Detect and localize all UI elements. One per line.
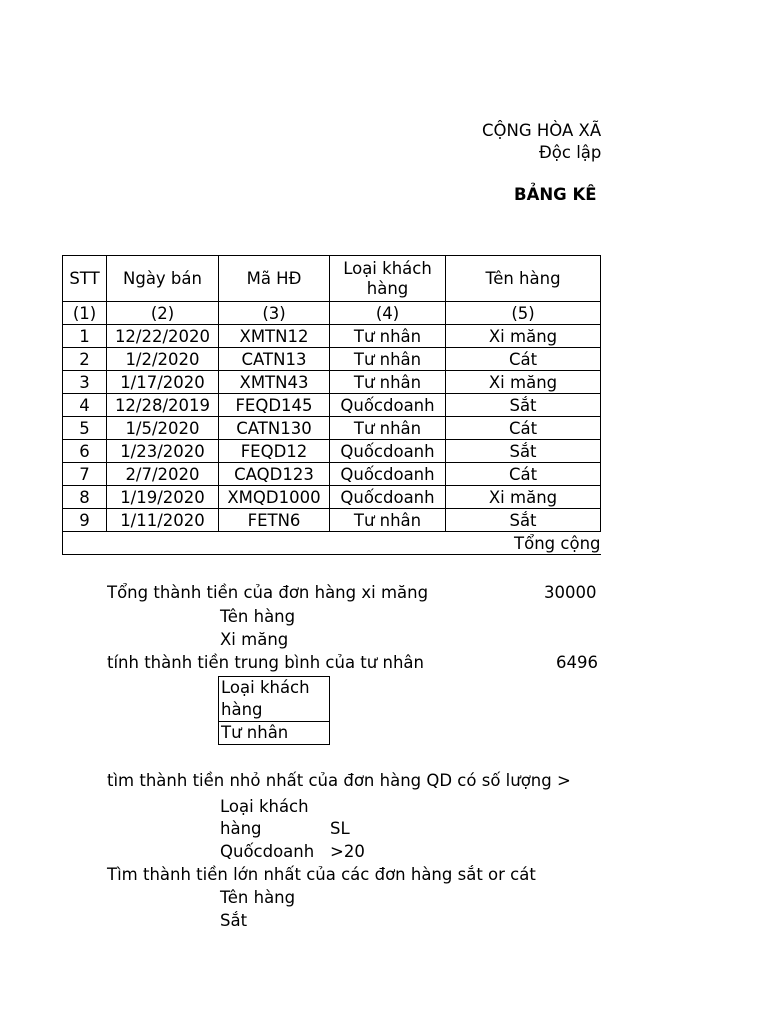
cell-date: 1/11/2020	[107, 509, 219, 532]
page-title: BẢNG KÊ	[514, 185, 597, 204]
q1-value: 30000	[544, 583, 597, 602]
cell-invoice: CATN130	[219, 417, 330, 440]
cell-date: 12/28/2019	[107, 394, 219, 417]
cell-date: 1/2/2020	[107, 348, 219, 371]
column-number: (5)	[446, 302, 601, 325]
sales-table	[62, 255, 601, 555]
cell-stt: 1	[63, 325, 107, 348]
q2-criteria-value: Tư nhân	[221, 723, 289, 742]
cell-customer-type: Tư nhân	[330, 509, 446, 532]
cell-product: Xi măng	[446, 371, 601, 394]
column-header: Ngày bán	[107, 256, 219, 302]
cell-invoice: XMTN12	[219, 325, 330, 348]
cell-customer-type: Quốcdoanh	[330, 440, 446, 463]
cell-product: Xi măng	[446, 325, 601, 348]
q4-criteria-value: Sắt	[220, 911, 248, 930]
cell-customer-type: Tư nhân	[330, 348, 446, 371]
cell-stt: 6	[63, 440, 107, 463]
q3-criteria-value-1: Quốcdoanh	[220, 842, 315, 861]
cell-invoice: CATN13	[219, 348, 330, 371]
cell-product: Sắt	[446, 509, 601, 532]
cell-product: Cát	[446, 463, 601, 486]
cell-product: Xi măng	[446, 486, 601, 509]
q3-criteria-header-1a: Loại khách	[220, 797, 309, 816]
q4-text: Tìm thành tiền lớn nhất của các đơn hàng sắt or cát	[107, 865, 536, 884]
cell-invoice: FEQD145	[219, 394, 330, 417]
cell-date: 2/7/2020	[107, 463, 219, 486]
cell-date: 1/23/2020	[107, 440, 219, 463]
cell-stt: 5	[63, 417, 107, 440]
cell-product: Cát	[446, 417, 601, 440]
cell-customer-type: Tư nhân	[330, 325, 446, 348]
table-row	[63, 371, 601, 394]
column-header: STT	[63, 256, 107, 302]
cell-product: Sắt	[446, 440, 601, 463]
cell-stt: 3	[63, 371, 107, 394]
table-row	[63, 463, 601, 486]
column-header: Loại khách hàng	[330, 256, 446, 302]
cell-product: Cát	[446, 348, 601, 371]
column-number: (3)	[219, 302, 330, 325]
q1-text: Tổng thành tiền của đơn hàng xi măng	[107, 583, 429, 602]
cell-customer-type: Quốcdoanh	[330, 394, 446, 417]
cell-invoice: XMTN43	[219, 371, 330, 394]
header-line-1: CỘNG HÒA XÃ	[482, 121, 602, 140]
q3-criteria-value-2: >20	[330, 842, 365, 861]
header-line-2: Độc lập	[539, 143, 602, 162]
cell-date: 1/19/2020	[107, 486, 219, 509]
cell-invoice: FEQD12	[219, 440, 330, 463]
column-header: Tên hàng	[446, 256, 601, 302]
q2-text: tính thành tiền trung bình của tư nhân	[107, 653, 424, 672]
column-number-row	[63, 302, 601, 325]
cell-stt: 4	[63, 394, 107, 417]
cell-stt: 8	[63, 486, 107, 509]
cell-customer-type: Tư nhân	[330, 371, 446, 394]
cell-invoice: CAQD123	[219, 463, 330, 486]
q2-criteria-box	[218, 676, 330, 745]
table-row	[63, 486, 601, 509]
q3-criteria-header-2: SL	[330, 819, 350, 838]
q3-criteria-header-1b: hàng	[220, 819, 262, 838]
cell-customer-type: Tư nhân	[330, 417, 446, 440]
cell-invoice: FETN6	[219, 509, 330, 532]
table-row	[63, 417, 601, 440]
q3-text: tìm thành tiền nhỏ nhất của đơn hàng QD có số lượng >	[107, 771, 571, 790]
total-label: Tổng cộng	[63, 532, 601, 555]
cell-stt: 9	[63, 509, 107, 532]
cell-customer-type: Quốcdoanh	[330, 463, 446, 486]
cell-customer-type: Quốcdoanh	[330, 486, 446, 509]
cell-stt: 2	[63, 348, 107, 371]
table-row	[63, 325, 601, 348]
cell-date: 12/22/2020	[107, 325, 219, 348]
cell-stt: 7	[63, 463, 107, 486]
q4-criteria-header: Tên hàng	[220, 888, 296, 907]
table-row	[63, 440, 601, 463]
q2-value: 6496	[556, 653, 598, 672]
q2-criteria-header: Loại khách hàng	[219, 677, 329, 722]
column-header: Mã HĐ	[219, 256, 330, 302]
cell-product: Sắt	[446, 394, 601, 417]
table-row	[63, 394, 601, 417]
table-header-row	[63, 256, 601, 302]
table-row	[63, 509, 601, 532]
cell-date: 1/5/2020	[107, 417, 219, 440]
q1-criteria-header: Tên hàng	[220, 607, 296, 626]
total-row	[63, 532, 601, 555]
column-number: (4)	[330, 302, 446, 325]
cell-date: 1/17/2020	[107, 371, 219, 394]
q1-criteria-value: Xi măng	[220, 630, 289, 649]
cell-invoice: XMQD1000	[219, 486, 330, 509]
column-number: (2)	[107, 302, 219, 325]
table-row	[63, 348, 601, 371]
column-number: (1)	[63, 302, 107, 325]
